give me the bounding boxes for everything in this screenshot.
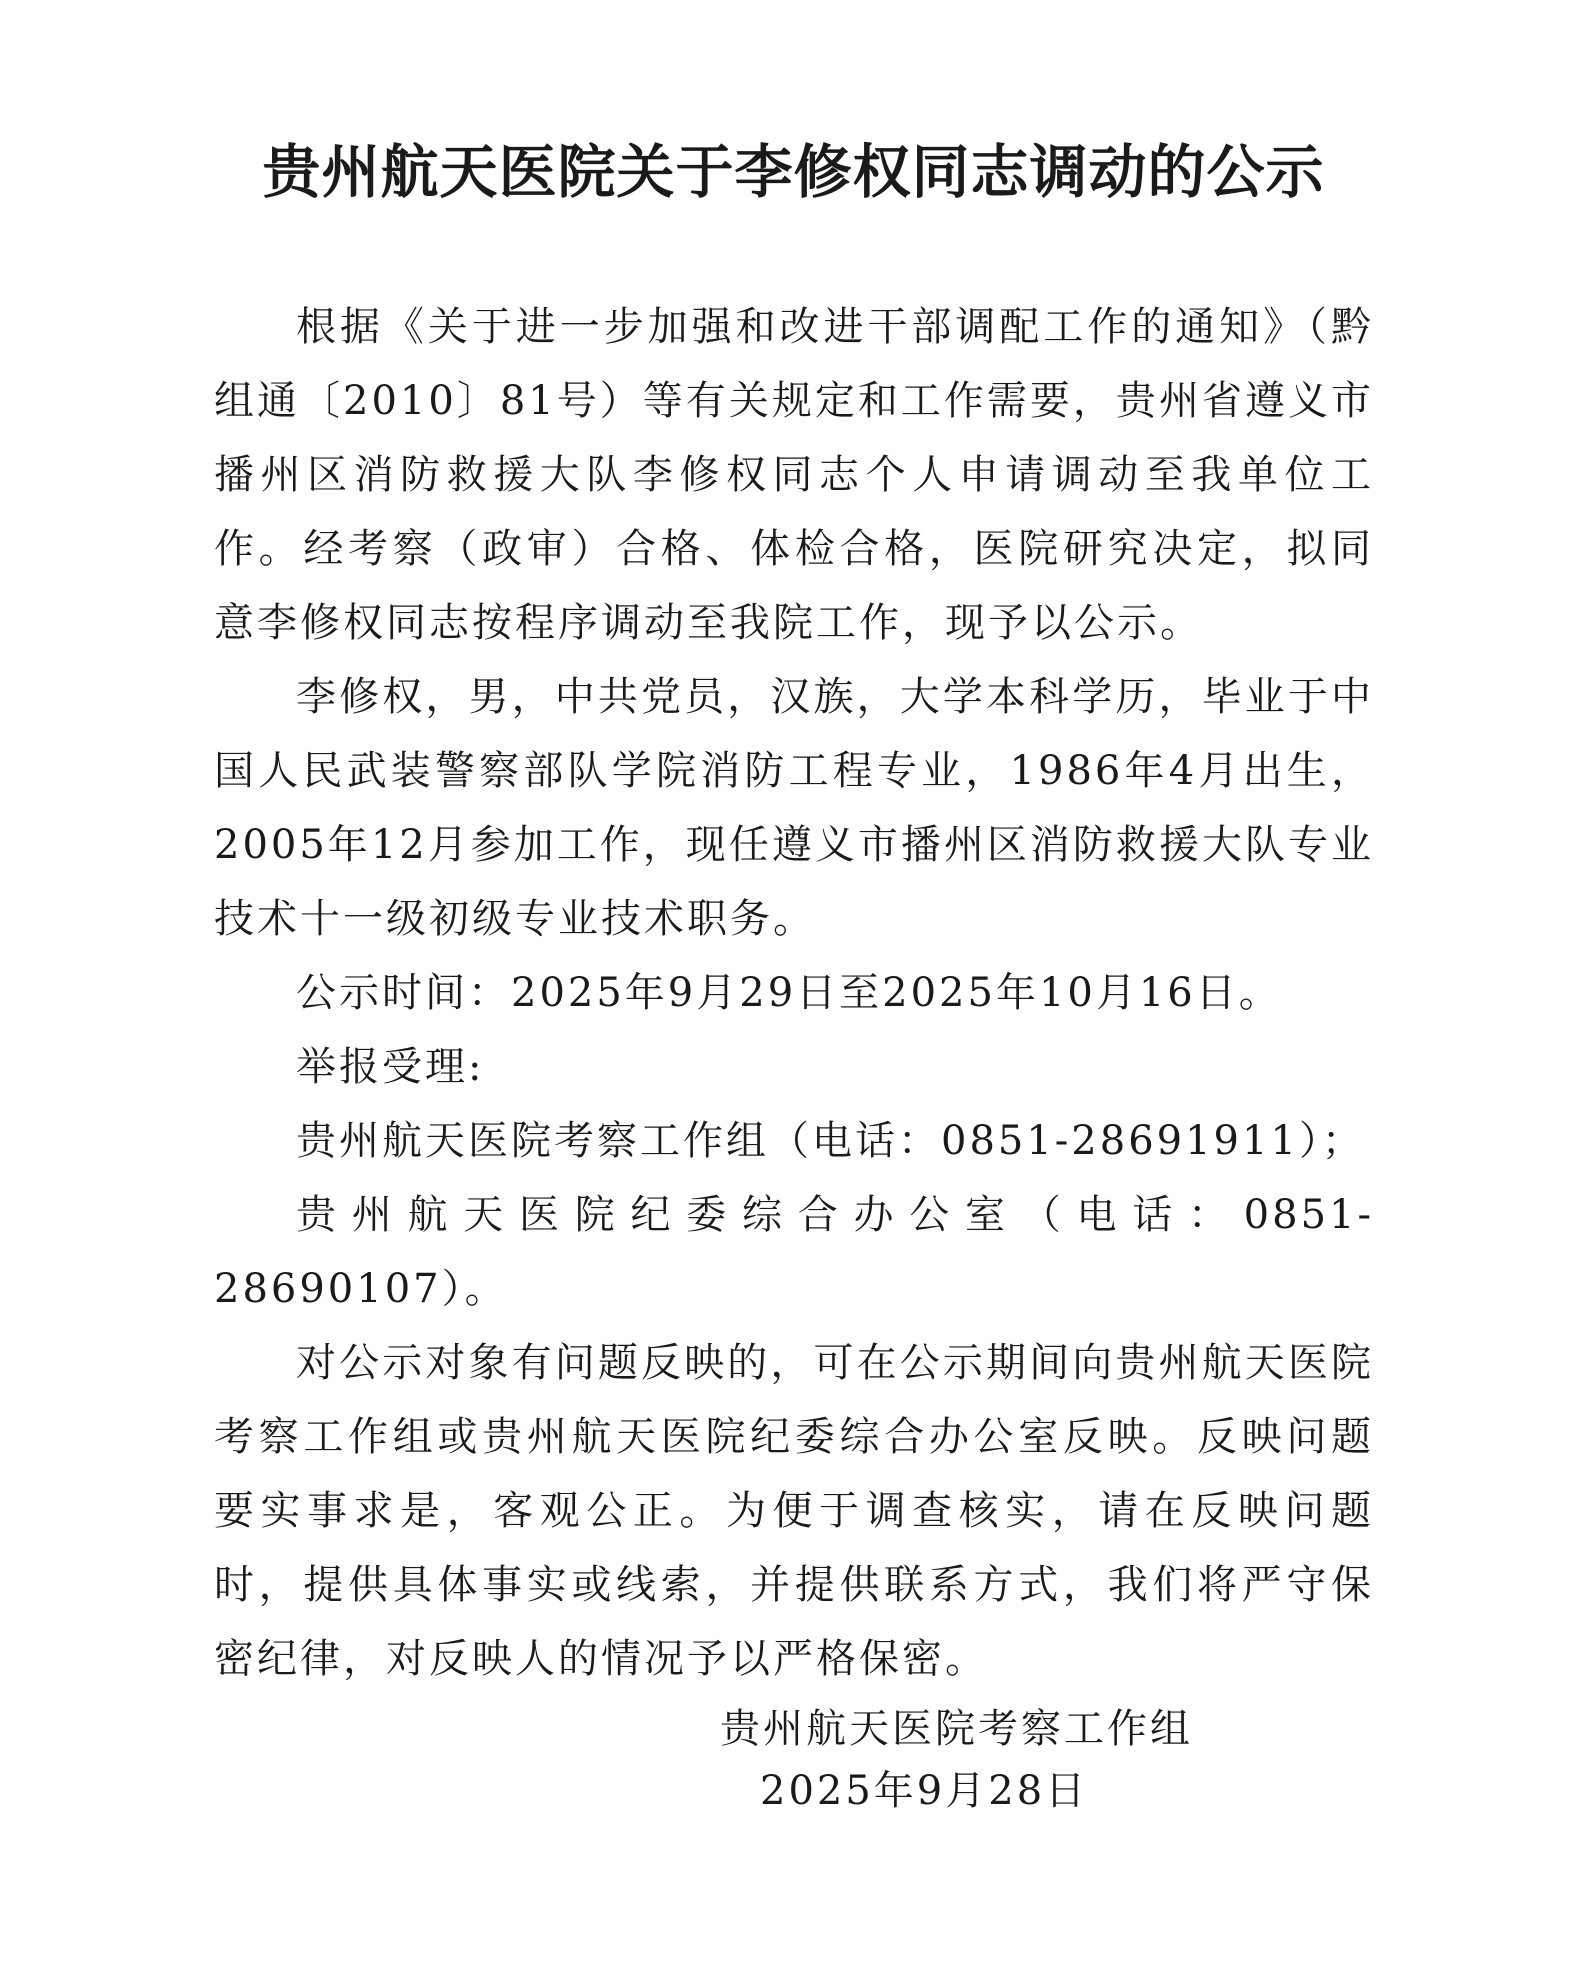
signature-organization: 贵州航天医院考察工作组: [720, 1706, 1193, 1752]
signature-date: 2025年9月28日: [760, 1768, 1089, 1814]
signature-block: [714, 1698, 1274, 1822]
document-body: [214, 290, 1374, 1696]
paragraph-contact-inspection-team: 贵州航天医院考察工作组（电话：0851-28691911）；: [296, 1118, 1365, 1164]
paragraph-report-heading: 举报受理:: [296, 1044, 485, 1090]
paragraph-feedback-instructions: 对公示对象有问题反映的，可在公示期间向贵州航天医院考察工作组或贵州航天医院纪委综合办公室反映。反映问题要实事求是，客观公正。为便于调查核实，请在反映问题时，提供具体事实或线索，并提供联系方式，我们将严守保密纪律，对反映人的情况予以严格保密。: [214, 1340, 1374, 1682]
paragraph-basis: 根据《关于进一步加强和改进干部调配工作的通知》（黔组通〔2010〕81号）等有关规定和工作需要，贵州省遵义市播州区消防救援大队李修权同志个人申请调动至我单位工作。经考察（政审）合格、体检合格，医院研究决定，拟同意李修权同志按程序调动至我院工作，现予以公示。: [214, 304, 1374, 646]
paragraph-contact-discipline-office: 贵州航天医院纪委综合办公室（电话：0851-28690107）。: [214, 1192, 1374, 1312]
document-title: 贵州航天医院关于李修权同志调动的公示: [262, 138, 1325, 206]
paragraph-profile: 李修权，男，中共党员，汉族，大学本科学历，毕业于中国人民武装警察部队学院消防工程专业，1986年4月出生，2005年12月参加工作，现任遵义市播州区消防救援大队专业技术十一级初级专业技术职务。: [214, 674, 1374, 942]
paragraph-publicity-period: 公示时间：2025年9月29日至2025年10月16日。: [296, 970, 1282, 1016]
